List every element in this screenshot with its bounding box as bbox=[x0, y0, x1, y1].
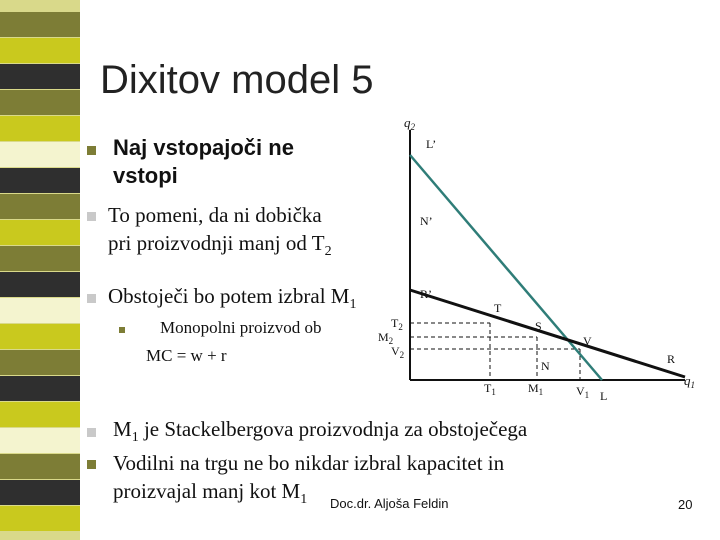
label-n: N bbox=[541, 359, 550, 373]
bullet-1-line2: vstopi bbox=[113, 163, 178, 188]
bullet-5-subscript: 1 bbox=[300, 492, 308, 508]
x-axis-label: $q_1$ bbox=[684, 373, 695, 390]
bullet-5-line2-text: proizvajal manj kot M bbox=[113, 479, 301, 503]
bullet-4-subscript: 1 bbox=[131, 430, 139, 446]
bullet-3-subscript: 1 bbox=[349, 297, 357, 313]
mc-formula: MC = w + r bbox=[146, 346, 227, 365]
bullet-4-rest: je Stackelbergova proizvodnja za obstoječega bbox=[138, 417, 528, 441]
label-t: T bbox=[494, 301, 502, 315]
label-m1: $M_1$ bbox=[528, 381, 544, 397]
label-v2: $V_2$ bbox=[391, 344, 405, 360]
label-v1: $V_1$ bbox=[576, 384, 590, 400]
label-m2: $M_2$ bbox=[378, 330, 394, 346]
sub-bullet-text: Monopolni proizvod ob bbox=[160, 318, 322, 337]
bullet-3-main: Obstoječi bo potem izbral M bbox=[108, 284, 350, 308]
label-v: V bbox=[583, 334, 592, 348]
label-r: R bbox=[667, 352, 676, 366]
y-axis-label: $q_2$ bbox=[404, 115, 415, 132]
page-number: 20 bbox=[678, 497, 693, 512]
bullet-2-subscript: 2 bbox=[324, 244, 332, 260]
label-t1: $T_1$ bbox=[484, 381, 496, 397]
line-l-prime-to-l bbox=[410, 155, 602, 380]
label-l: L bbox=[600, 389, 608, 403]
footer-author: Doc.dr. Aljoša Feldin bbox=[330, 496, 449, 511]
bullet-2-line1: To pomeni, da ni dobička bbox=[108, 203, 322, 227]
slide-title: Dixitov model 5 bbox=[100, 58, 374, 102]
label-n-prime: N’ bbox=[420, 214, 433, 228]
label-t2: $T_2$ bbox=[391, 316, 403, 332]
label-l-prime: L’ bbox=[426, 137, 437, 151]
bullet-2-line2-text: pri proizvodnji manj od T bbox=[108, 231, 325, 255]
bullet-4-main: M bbox=[113, 417, 132, 441]
label-r-prime: R’ bbox=[420, 287, 432, 301]
label-s: S bbox=[535, 319, 542, 333]
bullet-1-line1: Naj vstopajoči ne bbox=[113, 135, 294, 160]
bullet-5-line1: Vodilni na trgu ne bo nikdar izbral kapacitet in bbox=[113, 451, 505, 475]
